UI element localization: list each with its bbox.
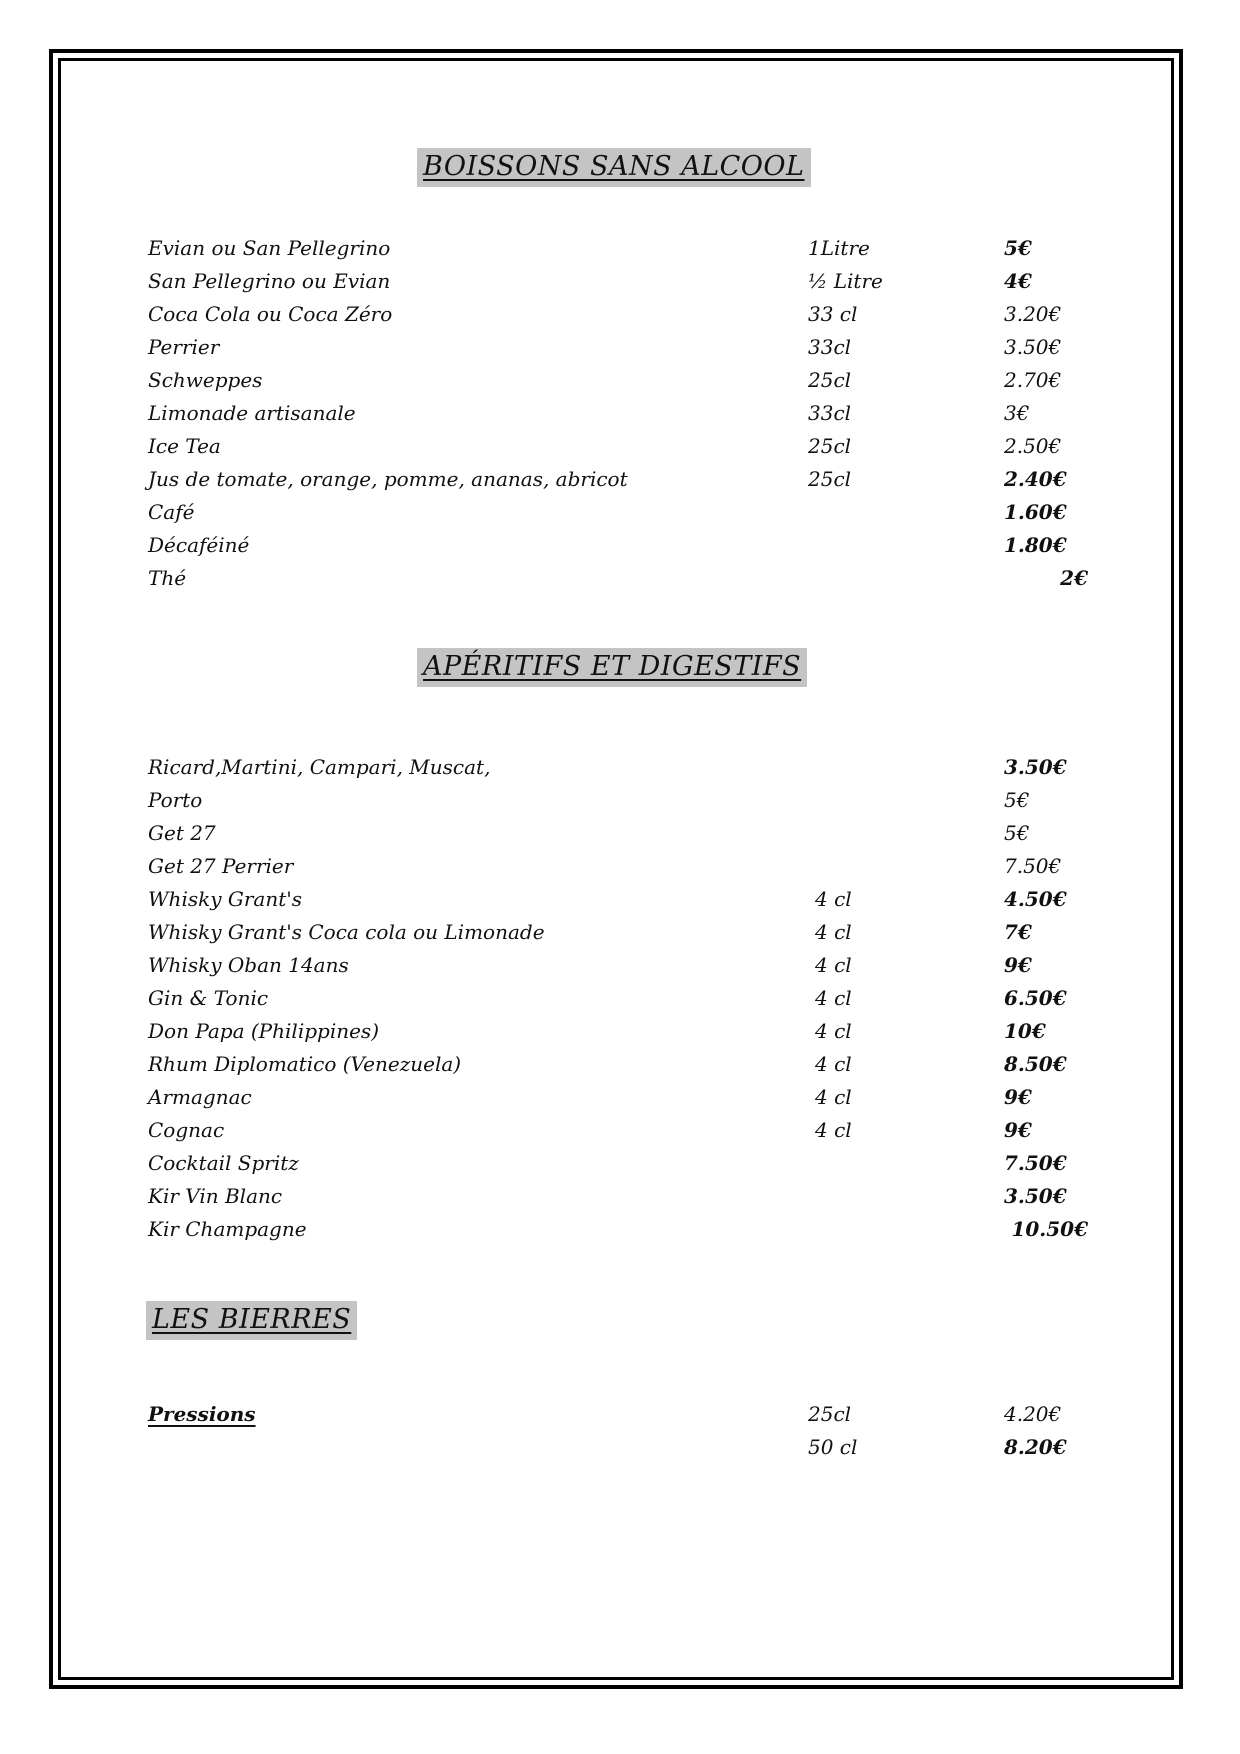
- menu-item-name: Limonade artisanale: [148, 401, 356, 425]
- menu-item-volume: 33cl: [808, 401, 852, 425]
- menu-item-price: 8.50€: [1004, 1052, 1067, 1076]
- menu-item-name: Evian ou San Pellegrino: [148, 236, 391, 260]
- menu-list-bierres: [148, 1398, 1088, 1464]
- menu-item: [148, 916, 1088, 949]
- menu-item: [148, 331, 1088, 364]
- menu-item: [148, 1048, 1088, 1081]
- menu-item-name: Jus de tomate, orange, pomme, ananas, abricot: [148, 467, 628, 491]
- menu-item: [148, 1398, 1088, 1431]
- menu-item-price: 4€: [1004, 269, 1032, 293]
- menu-item-volume: 4 cl: [815, 1085, 852, 1109]
- menu-item-name: Whisky Grant's: [148, 887, 303, 911]
- menu-item-name: San Pellegrino ou Evian: [148, 269, 391, 293]
- menu-item-volume: 4 cl: [815, 1019, 852, 1043]
- menu-item-name: Get 27: [148, 821, 216, 845]
- section-title-bierres: LES BIERRES: [146, 1301, 357, 1340]
- menu-item-price: 1.80€: [1004, 533, 1067, 557]
- menu-item: [148, 1114, 1088, 1147]
- menu-item: [148, 982, 1088, 1015]
- menu-item-volume: 25cl: [808, 434, 852, 458]
- menu-item: [148, 1213, 1088, 1246]
- menu-item-volume: 33cl: [808, 335, 852, 359]
- menu-item: [148, 265, 1088, 298]
- menu-item-name: Coca Cola ou Coca Zéro: [148, 302, 393, 326]
- menu-item-volume: 25cl: [808, 467, 852, 491]
- menu-item: [148, 949, 1088, 982]
- menu-item-volume: 4 cl: [815, 1118, 852, 1142]
- menu-item-price: 1.60€: [1004, 500, 1067, 524]
- menu-item-name: Cocktail Spritz: [148, 1151, 299, 1175]
- menu-item-name: Ice Tea: [148, 434, 221, 458]
- menu-item-price: 7.50€: [1004, 1151, 1067, 1175]
- menu-item: [148, 562, 1088, 595]
- menu-item-name: Schweppes: [148, 368, 263, 392]
- menu-item-price: 5€: [1004, 821, 1030, 845]
- menu-item-name: Whisky Grant's Coca cola ou Limonade: [148, 920, 545, 944]
- menu-item-name: Kir Vin Blanc: [148, 1184, 283, 1208]
- menu-item-price: 9€: [1004, 953, 1032, 977]
- menu-item-name: Rhum Diplomatico (Venezuela): [148, 1052, 462, 1076]
- menu-item: [148, 298, 1088, 331]
- menu-item-price: 5€: [1004, 788, 1030, 812]
- menu-item-price: 3.50€: [1004, 1184, 1067, 1208]
- menu-item: [148, 1180, 1088, 1213]
- menu-item-price: 3.50€: [1004, 755, 1067, 779]
- menu-item: [148, 232, 1088, 265]
- menu-item-price: 9€: [1004, 1118, 1032, 1142]
- menu-item-price: 8.20€: [1004, 1435, 1067, 1459]
- menu-item: [148, 364, 1088, 397]
- menu-item-name: Porto: [148, 788, 203, 812]
- menu-item-volume: 4 cl: [815, 920, 852, 944]
- menu-item: [148, 1431, 1088, 1464]
- menu-item: [148, 1015, 1088, 1048]
- menu-item-price: 4.50€: [1004, 887, 1067, 911]
- menu-item-volume: 25cl: [808, 1402, 852, 1426]
- menu-item-name: Gin & Tonic: [148, 986, 269, 1010]
- menu-item-name: Thé: [148, 566, 187, 590]
- menu-item-volume: 33 cl: [808, 302, 858, 326]
- menu-item-volume: 4 cl: [815, 887, 852, 911]
- menu-item-name: Don Papa (Philippines): [148, 1019, 379, 1043]
- menu-item: [148, 1081, 1088, 1114]
- menu-item-name: Get 27 Perrier: [148, 854, 294, 878]
- menu-item-name: Perrier: [148, 335, 220, 359]
- menu-item-price: 6.50€: [1004, 986, 1067, 1010]
- menu-item-price: 7.50€: [1004, 854, 1062, 878]
- menu-item-price: 4.20€: [1004, 1402, 1062, 1426]
- menu-item: [148, 463, 1088, 496]
- section-title-boissons: BOISSONS SANS ALCOOL: [417, 148, 811, 187]
- menu-item-volume: 25cl: [808, 368, 852, 392]
- menu-item-price: 7€: [1004, 920, 1032, 944]
- menu-item-name: Ricard,Martini, Campari, Muscat,: [148, 755, 491, 779]
- menu-item-price: 2.70€: [1004, 368, 1062, 392]
- menu-item: [148, 883, 1088, 916]
- menu-item-price: 9€: [1004, 1085, 1032, 1109]
- menu-item-price: 5€: [1004, 236, 1032, 260]
- menu-item-name: Décaféiné: [148, 533, 250, 557]
- menu-item-name: Cognac: [148, 1118, 225, 1142]
- menu-item: [148, 1147, 1088, 1180]
- menu-item-name: Whisky Oban 14ans: [148, 953, 349, 977]
- menu-item-price: 2€: [1060, 566, 1088, 590]
- menu-item: [148, 430, 1088, 463]
- menu-item-name: Pressions: [148, 1402, 256, 1426]
- menu-item: [148, 784, 1088, 817]
- menu-item-name: Café: [148, 500, 195, 524]
- menu-item: [148, 529, 1088, 562]
- menu-item-name: Kir Champagne: [148, 1217, 307, 1241]
- menu-item-name: Armagnac: [148, 1085, 252, 1109]
- menu-item-price: 3.20€: [1004, 302, 1062, 326]
- menu-item-volume: 50 cl: [808, 1435, 858, 1459]
- menu-item-price: 10.50€: [1011, 1217, 1088, 1241]
- menu-list-aperitifs: [148, 751, 1088, 1246]
- menu-item-price: 10€: [1004, 1019, 1046, 1043]
- menu-item-volume: 4 cl: [815, 953, 852, 977]
- menu-item: [148, 496, 1088, 529]
- menu-item: [148, 817, 1088, 850]
- menu-item-price: 2.40€: [1004, 467, 1067, 491]
- menu-item-price: 3.50€: [1004, 335, 1062, 359]
- menu-item-price: 3€: [1004, 401, 1030, 425]
- menu-list-boissons: [148, 232, 1088, 595]
- menu-item-volume: 4 cl: [815, 1052, 852, 1076]
- menu-item-volume: ½ Litre: [808, 269, 883, 293]
- menu-item-volume: 1Litre: [808, 236, 870, 260]
- menu-item-volume: 4 cl: [815, 986, 852, 1010]
- menu-item: [148, 397, 1088, 430]
- menu-item: [148, 850, 1088, 883]
- section-title-aperitifs: APÉRITIFS ET DIGESTIFS: [417, 648, 807, 687]
- menu-item: [148, 751, 1088, 784]
- menu-item-price: 2.50€: [1004, 434, 1062, 458]
